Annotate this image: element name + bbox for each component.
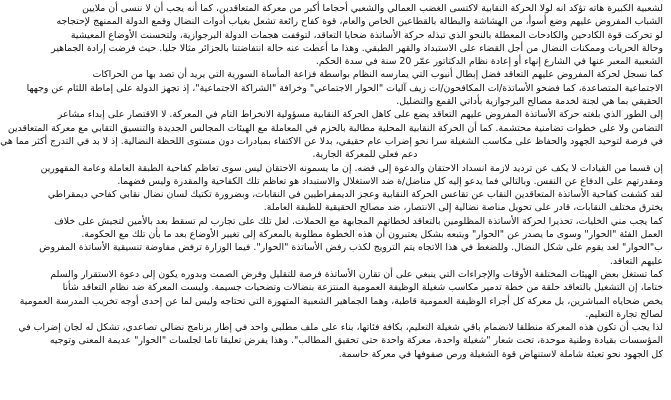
text-line: العمل الفئة "الحوار" وسوى ما يصدر عن "الحوار" ويتبعه بشكل يعتبرون أن هذه الخطوة مطلوبة بالمعركة إلى تغيير الأوضاع بعد ما بأن تلك مع الحكومة. [81,229,663,241]
text-line: عليهم التعاقد. [609,255,663,267]
text-line: لو تحركت قوة الكادحين والكادحات المعطلة بالنحو الذي تبذله حركة الأساتذة ضحايا التعاقد، لتوقفت هجمات الدولة البرجوازية، ولتحسنت الأوضاع المعيشية [70,29,663,41]
text-line: المؤسسات بقيادة وطنية موحدة، تحت شعار "شغيلة واحدة، معركة واحدة حتى تحقيق المطالب". وهذا يفرض تعليقا تاما لجلسات "الحوار" عديمة المعنى وتوجيه [49,335,663,347]
text-line: في فرصة لتوحيد الجهود والحفاظ على مكاسب الشغيلة سرا نحو إضراب عام حقيقي، بدلا عن الاكتفاء بمبادرات دون مستوى اللحظة النضالية. إذ لا بد في التدرج أكثر مما هي [0,135,663,147]
text-line: ومقدرتهم على الدفاع عن النفس. وبالتالي فما يدعو إليه كل مناضل/ة ضد الاستغلال والاستبداد هو تعاظم تلك الكفاحية والمقدرة وليس فضهما. [117,175,663,187]
text-line: وحالة الحريات وممكنات النضال من أجل القضاء على الاستبداد والقهر الطبقي. وهذا ما أعطت عنه حالة انتفاضتنا بالجزائر مثالا جليا. حيث فرضت إرادة الجماهير [51,42,663,54]
text-line: الحقيقي بما هي لجنة لخدمة مصالح البرجوازية بأداتي القمع والتضليل. [396,96,663,108]
text-line: كل الجهود نحو تعبئة شاملة لاستنهاض قوة الشغيلة ورص صفوفها في معركة حاسمة. [338,348,663,360]
text-line: التضامن ولا على خطوات تضامنية محتشمة. كما أن الحركة النقابية المحلية مطالبة بالحزم في المعاملة مع الهيئات المجالس الجديدة والتنسيق التقابي مع معركة المتعاقدين [7,122,663,134]
text-line: لذا يجب أن تكون هذه المعركة منطلقا لانضمام باقي شغيلة التعليم، بكافة فئاتها، بناء على ملف مطلبي واحد في إطار برنامج نضالي تصاعدي، تشكل له لجان إضراب في [18,322,663,334]
text-line: لقد كشفت كفاحية الأساتذة المتعاقدين النقاب عن تقاعس الحركة النقابية وعجز الديمقراطيين في النقابات، وبضرورة تكتيك لسان نضال نقابي كفاحي ديمقراطي [47,189,663,201]
text-line: الشباب المفروض عليهم وضع أسوأ، من الهشاشة والبطالة بالقطاعين الخاص والعام، قوة كفاح رائعة تشعل بغياب أدوات النضال وقمع الدولة الممنهج لإحتجاجه [56,16,663,28]
text-line: يخص ضحاياه المباشرين، بل معركة كل أجراء الوظيفة العمومية قاطبة، وهما الجماهير الشعبية المتهورة التي تحتاجه وليس لما عن إحدى أوجه تخريب المدرسة العمومية [19,295,663,307]
text-line: كما تستغل بعض الهيئات المختلفة الأوقات والإجراءات التي ينبغي على أن تقارن الأساتذة فرصة للتقليل وفرض الصمت وبدوره يكون إلى دعوة الاستقرار والسلم [50,268,663,280]
text-line: ختاما، إن التشغيل بالتعاقد حلقة من خطة تدمير مكاسب شغيلة الوظيفة العمومية المنتزعة بنضالات وتضحيات جسيمة. وليست المعركة ضد نظام التعاقد شأنا [62,282,663,294]
text-line: دعم فعلي للمعركة الجارية. [312,149,418,161]
text-line: لصالح تجارة التعليم. [585,308,663,320]
text-line: كما نسجل لحركة المفروض عليهم التعاقد فضل إبطال أنبوب التي يمارسه النظام بواسطة فزاعة المأساة السورية التي يريد أن تصد بها من الحراكات [92,69,663,81]
text-line: إن قسما من القيادات لا يكف عن ترديد لازمة انسداد الاحتقان والدعوة إلى فضه. إن ما يسمونه الاحتقان ليس سوى تعاظم كفاحية الطبقة العاملة وعامة المقهورين [40,162,663,174]
text-line: الاجتماعية المتصاعدة، كما فضحو الأساتذة/ات المكافحون/ات زيف آليات "الحوار الاجتماعي" وخرافة "الشراكة الاجتماعية"، إذ تجهز الدولة على إماطة اللثام عن وجهها [26,82,663,94]
text-line: إلى الطور الذي بلغته حركة الأساتذة المفروض عليهم التعاقد يضع على كاهل الحركة النقابية مسؤولية الانخراط التام في المعركة. لا الاقتصار على إبداء مشاعر [57,109,663,121]
text-line: يخترق مختلف النقابات، قادر على تحويل مناصة نضالية إلى الانتصار، ضد مصالح الحقيقية للطبقة العاملة. [263,202,663,214]
text-line: الشعبية المعبر عنها في الشارع إنهاء أو إعادة نظام الدكتاتور عمّر 20 سنة في سدة الحكم. [315,56,663,68]
text-line: كما يجب مني الخليات، تحذيرا لحركة الأساتذة المظلومين بالتعاقد لخطاتهم المجابهة مع الحملات. لعل تلك على تجارب لم تسقط بعد بالأمين لتجيش على خلاف [54,215,663,227]
text-line: لشعبية الكبيرة هاته تؤكد انه لولا الحركة النقابية لاكتسى الغضب العمالي والشعبي أحجاما أكبر من معركة المتعاقدين، كما أنه يجب أن لا ننسى أن ملايين [82,3,663,14]
text-line: ب"الحوار" لعد يقوم على شكل النضال. وللضغط في هذا الاتجاه يتم الترويج لكذب رفض الأساتذة "الحوار". فيما الوزارة ترفض مفاوضة تنسيقية الأساتذة المفروض [39,242,663,254]
